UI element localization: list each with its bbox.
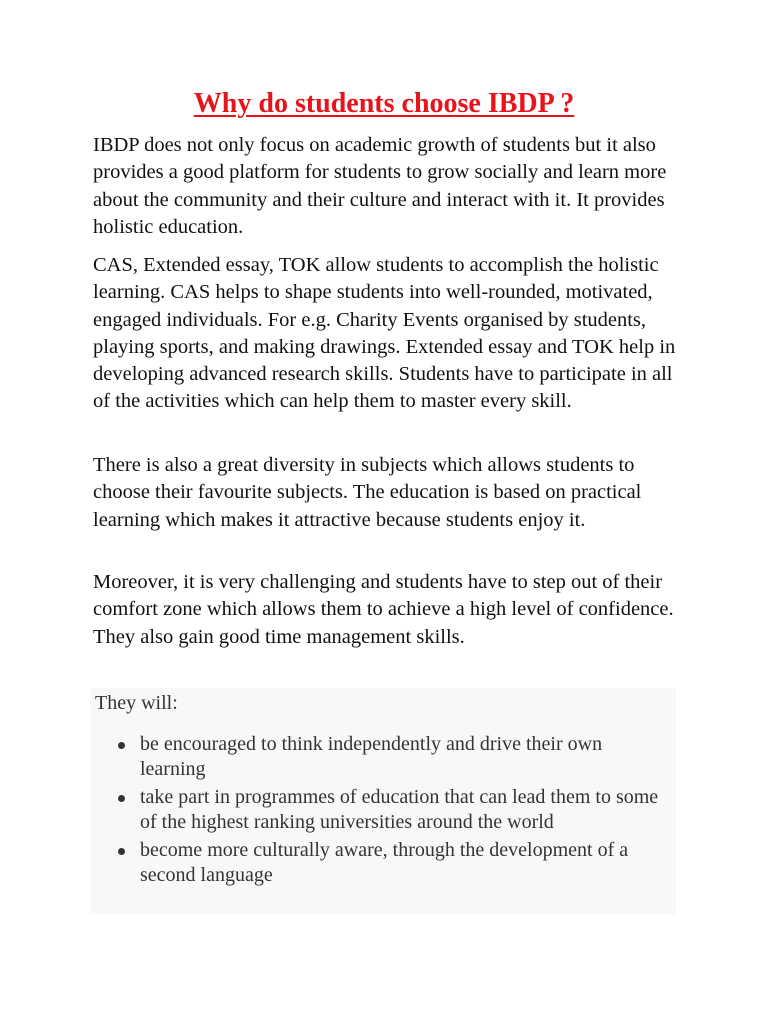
- page-title: Why do students choose IBDP ?: [193, 88, 575, 119]
- bullet-dot-icon: [118, 848, 125, 855]
- list-item-text: become more culturally aware, through the development of a second language: [140, 839, 629, 886]
- list-item: [90, 785, 676, 835]
- paragraph-challenge-confidence: Moreover, it is very challenging and students have to step out of their comfort zone which allows them to achieve a high level of confidence. They also gain good time management skills.: [93, 571, 674, 648]
- list-item-text: take part in programmes of education that can lead them to some of the highest ranking universities around the world: [140, 786, 659, 833]
- paragraph-subject-diversity: There is also a great diversity in subjects which allows students to choose their favourite subjects. The education is based on practical learning which makes it attractive because students enjoy it.: [93, 454, 642, 531]
- list-item: [90, 732, 676, 782]
- paragraph-holistic-education: IBDP does not only focus on academic growth of students but it also provides a good platform for students to grow socially and learn more about the community and their culture and interact with it. It provides holistic education.: [93, 134, 667, 238]
- bullet-dot-icon: [118, 742, 125, 749]
- benefits-list: [90, 732, 676, 891]
- list-intro: They will:: [95, 692, 178, 714]
- list-item: [90, 838, 676, 888]
- paragraph-cas-ee-tok: CAS, Extended essay, TOK allow students to accomplish the holistic learning. CAS helps to shape students into well-rounded, motivated, engaged individuals. For e.g. Charity Events organised by students, playing sports, and making drawings. Extended essay and TOK help in developing advanced research skills. Students have to participate in all of the activities which can help them to master every skill.: [93, 254, 676, 413]
- benefits-box: [90, 688, 676, 914]
- list-item-text: be encouraged to think independently and drive their own learning: [140, 733, 603, 780]
- bullet-dot-icon: [118, 795, 125, 802]
